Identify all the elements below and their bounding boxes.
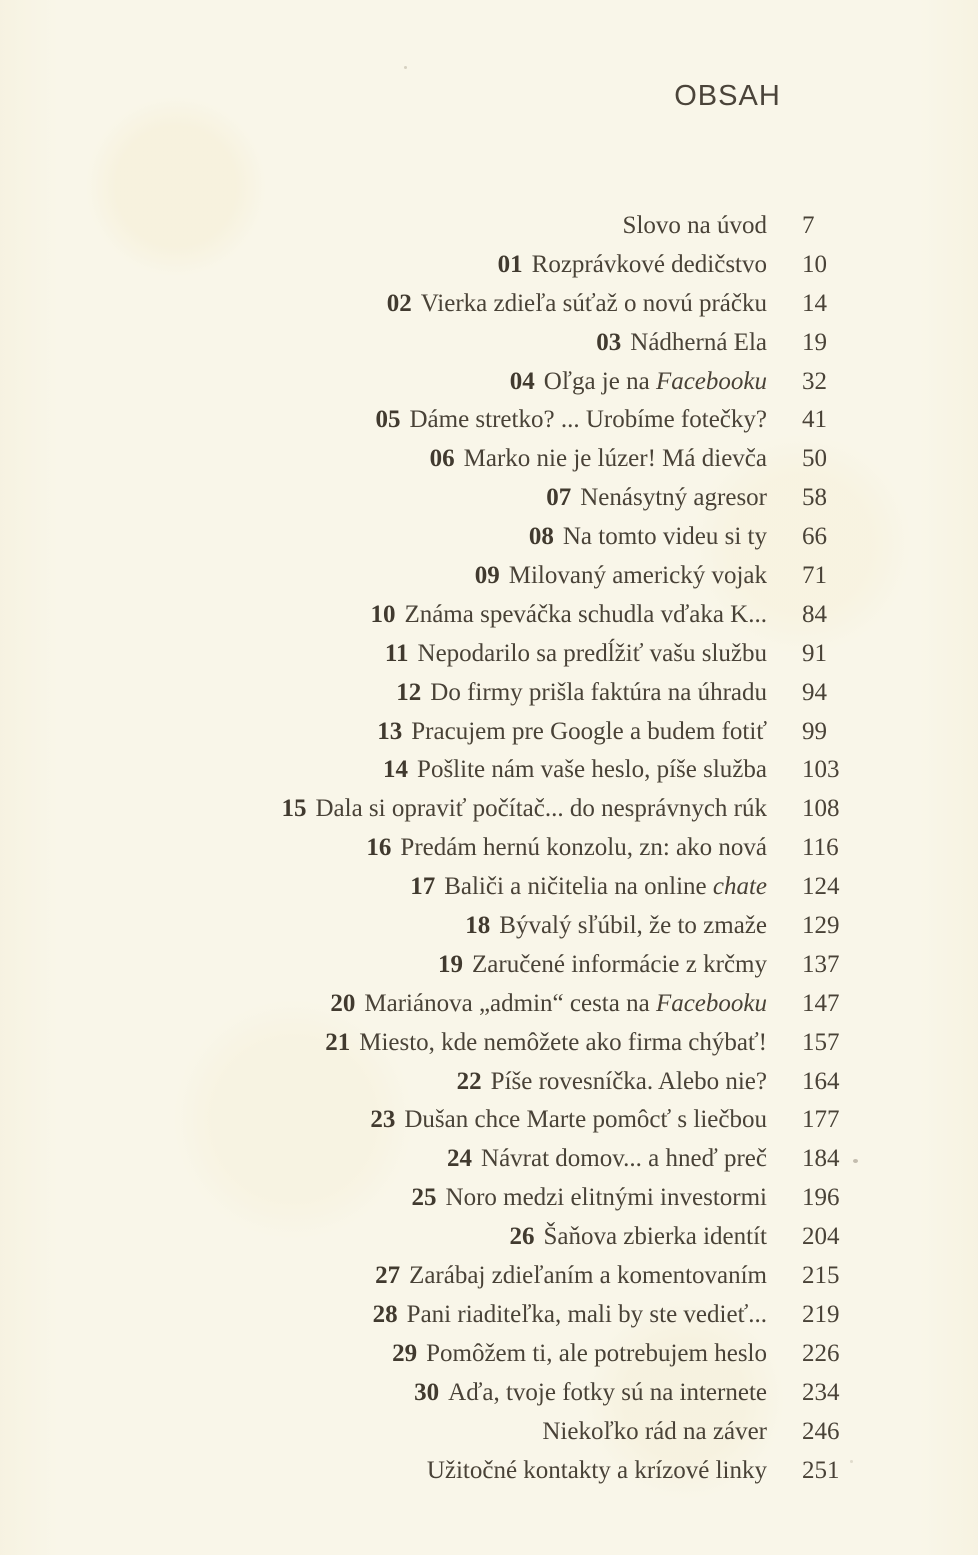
chapter-number: 13 <box>377 717 403 745</box>
page-number: 124 <box>802 873 840 901</box>
chapter-title <box>0 1452 767 1491</box>
toc-entry <box>0 596 978 635</box>
toc-entry <box>0 674 978 713</box>
toc-entry <box>0 790 978 829</box>
chapter-title <box>0 1063 767 1102</box>
chapter-number: 15 <box>281 795 307 823</box>
chapter-title-segment: Milovaný americký vojak <box>508 562 767 590</box>
chapter-title-segment: Na tomto videu si ty <box>562 523 767 551</box>
page-number: 116 <box>802 834 839 862</box>
chapter-title-italic-segment: Facebooku <box>655 989 767 1017</box>
chapter-title <box>0 868 767 907</box>
page-number: 32 <box>802 367 827 395</box>
page-number: 84 <box>802 600 827 628</box>
chapter-number: 25 <box>411 1184 437 1212</box>
chapter-number: 05 <box>375 406 401 434</box>
page-title: OBSAH <box>674 80 781 112</box>
chapter-title-segment: Dala si opraviť počítač... do nesprávnych rúk <box>315 795 767 823</box>
toc-entry <box>0 1257 978 1296</box>
chapter-title-segment: Nenásytný agresor <box>580 484 767 512</box>
chapter-title-segment: Pomôžem ti, ale potrebujem heslo <box>426 1339 767 1367</box>
chapter-title-segment: Do firmy prišla faktúra na úhradu <box>430 678 767 706</box>
toc-entry <box>0 1452 978 1491</box>
chapter-title-italic-segment: chate <box>712 873 767 901</box>
chapter-number: 20 <box>330 989 356 1017</box>
toc-entry <box>0 440 978 479</box>
chapter-title-segment: Nádherná Ela <box>630 328 767 356</box>
page-number: 41 <box>802 406 827 434</box>
toc-entry <box>0 1063 978 1102</box>
toc-entry <box>0 246 978 285</box>
toc-entry <box>0 285 978 324</box>
chapter-number: 01 <box>497 250 523 278</box>
page-number: 103 <box>802 756 840 784</box>
page-number: 137 <box>802 950 840 978</box>
chapter-title-segment: Bývalý sľúbil, že to zmaže <box>499 912 767 940</box>
chapter-title-segment: Dušan chce Marte pomôcť s liečbou <box>404 1106 767 1134</box>
chapter-number: 17 <box>410 873 436 901</box>
chapter-title-segment: Píše rovesníčka. Alebo nie? <box>490 1067 767 1095</box>
chapter-title <box>0 1413 767 1452</box>
chapter-number: 02 <box>386 289 412 317</box>
page-number: 50 <box>802 445 827 473</box>
chapter-title-segment: Marko nie je lúzer! Má dievča <box>463 445 767 473</box>
chapter-title-segment: Slovo na úvod <box>622 212 767 239</box>
table-of-contents <box>0 207 978 1490</box>
chapter-number: 16 <box>366 834 392 862</box>
chapter-title <box>0 1140 767 1179</box>
page-number: 91 <box>802 639 827 667</box>
chapter-title-segment: Nepodarilo sa predĺžiť vašu službu <box>417 639 767 667</box>
chapter-title-segment: Dáme stretko? ... Urobíme fotečky? <box>409 406 767 434</box>
toc-entry <box>0 518 978 557</box>
chapter-title <box>0 907 767 946</box>
chapter-title <box>0 401 767 440</box>
chapter-number: 06 <box>429 445 455 473</box>
chapter-title-segment: Miesto, kde nemôžete ako firma chýbať! <box>359 1028 767 1056</box>
chapter-title <box>0 1179 767 1218</box>
chapter-title-segment: Baliči a ničitelia na online <box>444 873 713 901</box>
chapter-title-segment: Pracujem pre Google a budem fotiť <box>411 717 767 745</box>
chapter-title <box>0 674 767 713</box>
chapter-title-segment: Šaňova zbierka identít <box>543 1223 767 1251</box>
chapter-number: 30 <box>414 1378 440 1406</box>
toc-entry <box>0 868 978 907</box>
chapter-number: 11 <box>384 639 409 667</box>
page-number: 147 <box>802 989 840 1017</box>
chapter-number: 22 <box>456 1067 482 1095</box>
chapter-title-segment: Niekoľko rád na záver <box>542 1417 767 1445</box>
page-number: 7 <box>802 212 815 239</box>
chapter-title-segment: Oľga je na <box>543 367 656 395</box>
chapter-title <box>0 557 767 596</box>
toc-entry <box>0 1296 978 1335</box>
chapter-title-segment: Užitočné kontakty a krízové linky <box>426 1456 767 1484</box>
page-number: 10 <box>802 250 827 278</box>
chapter-title <box>0 1374 767 1413</box>
chapter-title <box>0 635 767 674</box>
page-number: 184 <box>802 1145 840 1173</box>
page-number: 234 <box>802 1378 840 1406</box>
chapter-title-italic-segment: Facebooku <box>655 367 767 395</box>
page-number: 204 <box>802 1223 840 1251</box>
page-number: 71 <box>802 562 827 590</box>
page-number: 219 <box>802 1300 840 1328</box>
chapter-title-segment: Predám hernú konzolu, zn: ako nová <box>400 834 767 862</box>
page-number: 66 <box>802 523 827 551</box>
chapter-number: 27 <box>375 1262 401 1290</box>
toc-entry <box>0 985 978 1024</box>
chapter-title <box>0 440 767 479</box>
chapter-number: 21 <box>325 1028 351 1056</box>
page-number: 108 <box>802 795 840 823</box>
chapter-title <box>0 479 767 518</box>
chapter-title-segment: Rozprávkové dedičstvo <box>531 250 767 278</box>
toc-entry <box>0 713 978 752</box>
chapter-title <box>0 207 767 246</box>
chapter-title-segment: Vierka zdieľa súťaž o novú práčku <box>420 289 767 317</box>
chapter-title <box>0 324 767 363</box>
toc-entry <box>0 751 978 790</box>
toc-entry <box>0 635 978 674</box>
page-number: 99 <box>802 717 827 745</box>
chapter-title-segment: Pani riaditeľka, mali by ste vedieť... <box>406 1300 767 1328</box>
chapter-title <box>0 790 767 829</box>
chapter-title-segment: Pošlite nám vaše heslo, píše služba <box>417 756 767 784</box>
chapter-number: 03 <box>596 328 622 356</box>
toc-entry <box>0 829 978 868</box>
chapter-number: 07 <box>546 484 572 512</box>
toc-entry <box>0 1335 978 1374</box>
toc-entry <box>0 907 978 946</box>
chapter-title <box>0 1218 767 1257</box>
chapter-number: 09 <box>474 562 500 590</box>
chapter-title <box>0 518 767 557</box>
chapter-number: 19 <box>438 950 464 978</box>
toc-entry <box>0 324 978 363</box>
chapter-title <box>0 946 767 985</box>
chapter-title-segment: Zarábaj zdieľaním a komentovaním <box>409 1262 767 1290</box>
page-number: 19 <box>802 328 827 356</box>
page-number: 251 <box>802 1456 840 1484</box>
chapter-title <box>0 1257 767 1296</box>
chapter-title-segment: Noro medzi elitnými investormi <box>445 1184 767 1212</box>
page-number: 94 <box>802 678 827 706</box>
chapter-title <box>0 1335 767 1374</box>
toc-entry <box>0 1413 978 1452</box>
toc-entry <box>0 207 978 246</box>
toc-entry <box>0 1101 978 1140</box>
chapter-title-segment: Aďa, tvoje fotky sú na internete <box>448 1378 767 1406</box>
chapter-number: 18 <box>465 912 491 940</box>
chapter-title <box>0 285 767 324</box>
chapter-title <box>0 1296 767 1335</box>
scan-speck <box>404 66 407 69</box>
chapter-number: 12 <box>396 678 422 706</box>
chapter-number: 23 <box>370 1106 396 1134</box>
chapter-number: 04 <box>509 367 535 395</box>
chapter-title-segment: Návrat domov... a hneď preč <box>481 1145 767 1173</box>
chapter-title <box>0 246 767 285</box>
page-number: 215 <box>802 1262 840 1290</box>
toc-entry <box>0 557 978 596</box>
chapter-title <box>0 1101 767 1140</box>
chapter-number: 10 <box>370 600 396 628</box>
toc-entry <box>0 1374 978 1413</box>
chapter-title <box>0 751 767 790</box>
chapter-title-segment: Zaručené informácie z krčmy <box>472 950 767 978</box>
chapter-title <box>0 1024 767 1063</box>
chapter-number: 08 <box>528 523 554 551</box>
page-number: 14 <box>802 289 827 317</box>
toc-entry <box>0 1140 978 1179</box>
chapter-title <box>0 363 767 402</box>
page-number: 246 <box>802 1417 840 1445</box>
toc-entry <box>0 363 978 402</box>
chapter-number: 26 <box>509 1223 535 1251</box>
page-number: 157 <box>802 1028 840 1056</box>
page-number: 129 <box>802 912 840 940</box>
chapter-title <box>0 713 767 752</box>
toc-entry <box>0 1179 978 1218</box>
chapter-number: 24 <box>447 1145 473 1173</box>
toc-entry <box>0 1218 978 1257</box>
page-number: 177 <box>802 1106 840 1134</box>
chapter-title <box>0 829 767 868</box>
toc-entry <box>0 479 978 518</box>
chapter-title <box>0 985 767 1024</box>
toc-entry <box>0 946 978 985</box>
chapter-title-segment: Známa speváčka schudla vďaka K... <box>404 600 767 628</box>
chapter-number: 28 <box>372 1300 398 1328</box>
chapter-number: 29 <box>392 1339 418 1367</box>
page-number: 58 <box>802 484 827 512</box>
toc-entry <box>0 401 978 440</box>
chapter-title <box>0 596 767 635</box>
toc-entry <box>0 1024 978 1063</box>
page-number: 164 <box>802 1067 840 1095</box>
page-number: 226 <box>802 1339 840 1367</box>
chapter-title-segment: Mariánova „admin“ cesta na <box>364 989 656 1017</box>
chapter-number: 14 <box>383 756 409 784</box>
page-number: 196 <box>802 1184 840 1212</box>
